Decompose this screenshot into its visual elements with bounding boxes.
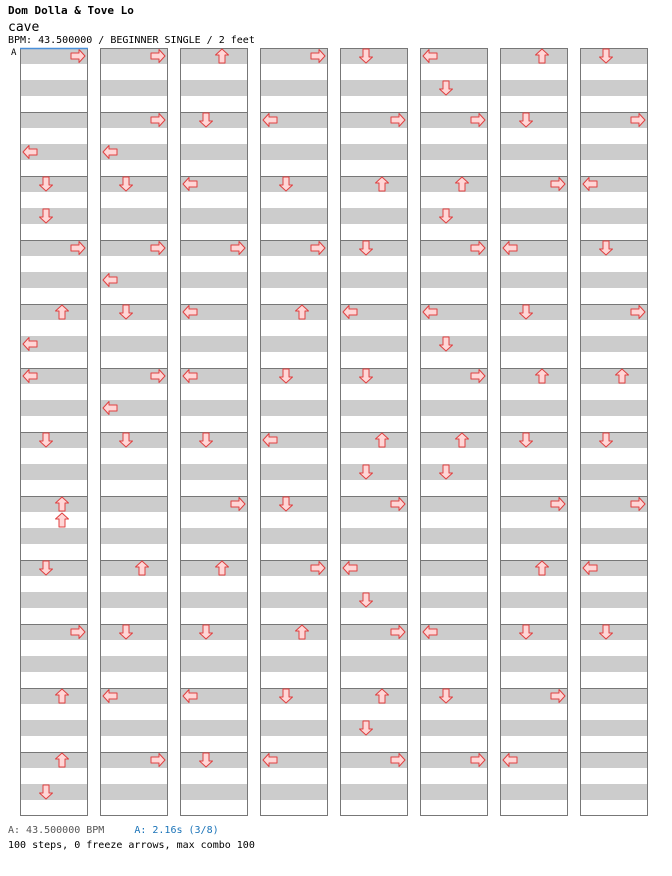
beat-stripe — [580, 624, 648, 640]
beat-stripe — [260, 656, 328, 672]
beat-stripe — [20, 208, 88, 224]
beat-stripe — [180, 80, 248, 96]
beat-stripe — [180, 592, 248, 608]
beat-stripe — [500, 144, 568, 160]
beat-stripe — [500, 336, 568, 352]
beat-stripe — [260, 528, 328, 544]
beat-stripe — [340, 368, 408, 384]
beat-stripe — [340, 176, 408, 192]
footer-time: A: 2.16s (3/8) — [134, 825, 219, 836]
beat-stripe — [580, 688, 648, 704]
beat-stripe — [500, 528, 568, 544]
beat-stripe — [340, 656, 408, 672]
beat-stripe — [20, 496, 88, 512]
beat-stripe — [420, 272, 488, 288]
beat-stripe — [580, 272, 648, 288]
beat-stripe — [420, 144, 488, 160]
beat-stripe — [340, 688, 408, 704]
beat-stripe — [580, 720, 648, 736]
beat-stripe — [340, 432, 408, 448]
chart-column — [260, 48, 328, 816]
beat-stripe — [580, 400, 648, 416]
beat-stripe — [180, 784, 248, 800]
beat-stripe — [100, 432, 168, 448]
beat-stripe — [340, 272, 408, 288]
beat-stripe — [20, 400, 88, 416]
beat-stripe — [420, 400, 488, 416]
beat-stripe — [580, 48, 648, 64]
beat-stripe — [20, 656, 88, 672]
beat-stripe — [340, 240, 408, 256]
beat-stripe — [180, 656, 248, 672]
beat-stripe — [340, 336, 408, 352]
beat-stripe — [420, 656, 488, 672]
beat-stripe — [420, 176, 488, 192]
beat-stripe — [260, 496, 328, 512]
beat-stripe — [420, 432, 488, 448]
beat-stripe — [580, 368, 648, 384]
beat-stripe — [100, 208, 168, 224]
start-marker-label: A — [11, 48, 17, 58]
beat-stripe — [500, 624, 568, 640]
beat-stripe — [340, 400, 408, 416]
chart-column — [180, 48, 248, 816]
footer-bpm-time-line — [8, 825, 219, 836]
beat-stripe — [20, 528, 88, 544]
beat-stripe — [580, 208, 648, 224]
beat-stripe — [420, 464, 488, 480]
beat-stripe — [260, 176, 328, 192]
beat-stripe — [340, 48, 408, 64]
beat-stripe — [260, 304, 328, 320]
beat-stripe — [180, 48, 248, 64]
beat-stripe — [180, 112, 248, 128]
beat-stripe — [260, 208, 328, 224]
beat-stripe — [500, 656, 568, 672]
beat-stripe — [180, 432, 248, 448]
beat-stripe — [500, 304, 568, 320]
beat-stripe — [340, 592, 408, 608]
beat-stripe — [20, 784, 88, 800]
beat-stripe — [100, 80, 168, 96]
beat-stripe — [340, 528, 408, 544]
beat-stripe — [20, 720, 88, 736]
beat-stripe — [420, 720, 488, 736]
beat-stripe — [20, 432, 88, 448]
beat-stripe — [580, 240, 648, 256]
beat-stripe — [340, 208, 408, 224]
beat-stripe — [260, 336, 328, 352]
beat-stripe — [260, 592, 328, 608]
beat-stripe — [500, 272, 568, 288]
beat-stripe — [20, 176, 88, 192]
beat-stripe — [180, 560, 248, 576]
beat-stripe — [100, 336, 168, 352]
beat-stripe — [420, 336, 488, 352]
beat-stripe — [100, 720, 168, 736]
beat-stripe — [340, 144, 408, 160]
beat-stripe — [420, 688, 488, 704]
song-title: cave — [8, 20, 40, 35]
beat-stripe — [260, 688, 328, 704]
beat-stripe — [20, 752, 88, 768]
beat-stripe — [100, 464, 168, 480]
beat-stripe — [20, 80, 88, 96]
beat-stripe — [580, 784, 648, 800]
beat-stripe — [580, 80, 648, 96]
footer-bpm: A: 43.500000 BPM — [8, 825, 105, 836]
beat-stripe — [500, 400, 568, 416]
beat-stripe — [580, 336, 648, 352]
beat-stripe — [420, 80, 488, 96]
beat-stripe — [420, 208, 488, 224]
beat-stripe — [500, 464, 568, 480]
beat-stripe — [100, 624, 168, 640]
beat-stripe — [340, 464, 408, 480]
chart-column — [20, 48, 88, 816]
beat-stripe — [420, 592, 488, 608]
beat-stripe — [180, 720, 248, 736]
beat-stripe — [100, 304, 168, 320]
beat-stripe — [260, 368, 328, 384]
beat-stripe — [180, 272, 248, 288]
beat-stripe — [500, 432, 568, 448]
beat-stripe — [180, 752, 248, 768]
beat-stripe — [100, 784, 168, 800]
beat-stripe — [500, 48, 568, 64]
bpm-difficulty-line: BPM: 43.500000 / BEGINNER SINGLE / 2 feet — [8, 35, 255, 46]
beat-stripe — [420, 496, 488, 512]
beat-stripe — [500, 368, 568, 384]
footer-stats: 100 steps, 0 freeze arrows, max combo 100 — [8, 840, 255, 851]
beat-stripe — [260, 720, 328, 736]
beat-stripe — [340, 720, 408, 736]
beat-stripe — [500, 208, 568, 224]
beat-stripe — [500, 80, 568, 96]
beat-stripe — [180, 464, 248, 480]
beat-stripe — [340, 80, 408, 96]
beat-stripe — [260, 144, 328, 160]
chart-column — [580, 48, 648, 816]
artist-title: Dom Dolla & Tove Lo — [8, 4, 134, 17]
beat-stripe — [100, 592, 168, 608]
beat-stripe — [100, 176, 168, 192]
chart-column — [500, 48, 568, 816]
beat-stripe — [340, 784, 408, 800]
beat-stripe — [180, 144, 248, 160]
beat-stripe — [580, 144, 648, 160]
beat-stripe — [20, 112, 88, 128]
beat-stripe — [180, 400, 248, 416]
beat-stripe — [20, 560, 88, 576]
beat-stripe — [20, 464, 88, 480]
beat-stripe — [180, 528, 248, 544]
beat-stripe — [100, 656, 168, 672]
beat-stripe — [580, 528, 648, 544]
beat-stripe — [20, 304, 88, 320]
beat-stripe — [100, 496, 168, 512]
beat-stripe — [260, 272, 328, 288]
beat-stripe — [580, 432, 648, 448]
beat-stripe — [580, 464, 648, 480]
beat-stripe — [20, 592, 88, 608]
beat-stripe — [580, 752, 648, 768]
beat-stripe — [580, 592, 648, 608]
beat-stripe — [500, 592, 568, 608]
beat-stripe — [260, 400, 328, 416]
beat-stripe — [100, 560, 168, 576]
beat-stripe — [580, 656, 648, 672]
beat-stripe — [260, 624, 328, 640]
chart-column — [420, 48, 488, 816]
beat-stripe — [180, 208, 248, 224]
beat-stripe — [260, 784, 328, 800]
beat-stripe — [260, 464, 328, 480]
beat-stripe — [100, 528, 168, 544]
beat-stripe — [420, 528, 488, 544]
beat-stripe — [260, 80, 328, 96]
beat-stripe — [20, 272, 88, 288]
beat-stripe — [20, 688, 88, 704]
beat-stripe — [420, 784, 488, 800]
beat-stripe — [500, 560, 568, 576]
beat-stripe — [420, 560, 488, 576]
beat-stripe — [500, 784, 568, 800]
beat-stripe — [180, 624, 248, 640]
beat-stripe — [500, 720, 568, 736]
chart-column — [100, 48, 168, 816]
chart-column — [340, 48, 408, 816]
beat-stripe — [500, 112, 568, 128]
beat-stripe — [180, 336, 248, 352]
